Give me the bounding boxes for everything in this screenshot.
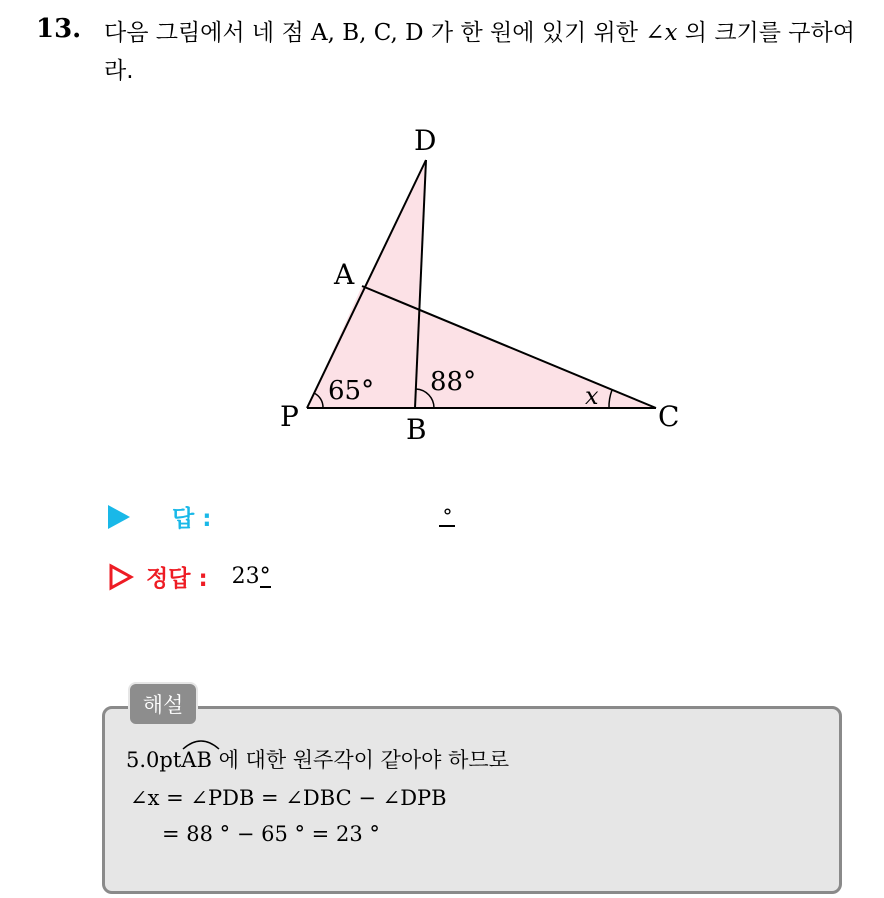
play-triangle-icon <box>108 505 130 529</box>
question-number: 13. <box>36 14 82 44</box>
arc-icon <box>181 736 221 750</box>
explanation-line-3: = 88 ° − 65 ° = 23 ° <box>162 822 380 846</box>
arc-ab-label: AB <box>181 748 212 772</box>
angle-p-value: 65° <box>328 376 375 406</box>
question-text-part2: 가 한 원에 있기 위한 <box>423 20 646 46</box>
solution-label: 정답 : <box>146 566 208 592</box>
answer-row <box>108 500 455 533</box>
solution-number: 23 <box>231 564 260 589</box>
arc-ab <box>181 748 212 772</box>
label-d: D <box>414 124 437 157</box>
explanation-tab: 해설 <box>128 682 198 726</box>
explanation-line-1 <box>126 744 509 774</box>
angle-symbol: ∠ <box>645 20 665 46</box>
outline-triangle-icon <box>108 563 134 591</box>
answer-blank[interactable]: ° <box>439 507 455 527</box>
solution-unit: ° <box>259 564 271 589</box>
angle-variable: x <box>664 20 678 46</box>
angle-c-value: x <box>585 382 599 410</box>
question-text <box>104 14 864 90</box>
angle-b-value: 88° <box>430 367 477 397</box>
label-a: A <box>334 258 355 291</box>
answer-label: 답 : <box>172 506 212 532</box>
solution-value <box>232 564 271 589</box>
question-points-list: A, B, C, D <box>311 20 424 46</box>
solution-row <box>108 560 271 593</box>
question-text-part1: 다음 그림에서 네 점 <box>104 20 311 46</box>
label-c: C <box>658 400 680 433</box>
question-text-part3: 의 크기를 구하여라. <box>104 20 855 84</box>
label-p: P <box>280 400 299 433</box>
geometry-figure <box>240 110 700 460</box>
explanation-prefix: 5.0pt <box>126 748 182 772</box>
label-b: B <box>406 413 427 446</box>
explanation-line-1-text: 에 대한 원주각이 같아야 하므로 <box>211 748 509 772</box>
explanation-line-2: ∠x = ∠PDB = ∠DBC − ∠DPB <box>130 786 447 810</box>
